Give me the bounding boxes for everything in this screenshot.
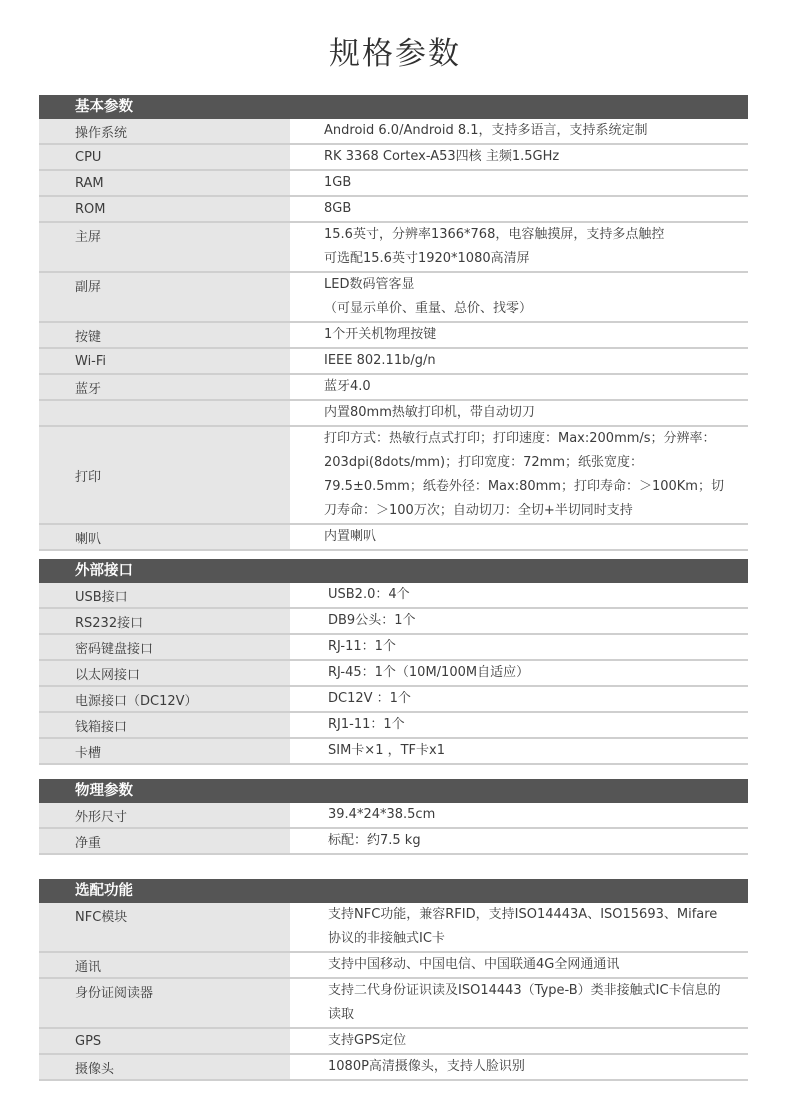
spec-label: 喇叭 bbox=[39, 525, 290, 549]
spec-value: DC12V ：1个 bbox=[290, 687, 748, 711]
spec-label: 按键 bbox=[39, 323, 290, 347]
spec-label: 通讯 bbox=[39, 953, 290, 977]
spec-value: Android 6.0/Android 8.1，支持多语言，支持系统定制 bbox=[290, 119, 748, 143]
spec-label bbox=[39, 401, 290, 425]
spec-label: 密码键盘接口 bbox=[39, 635, 290, 659]
section-basic-params bbox=[39, 95, 748, 551]
spec-value: 标配：约7.5 kg bbox=[290, 829, 748, 853]
spec-row-cash-drawer bbox=[39, 713, 748, 739]
spec-label: 卡槽 bbox=[39, 739, 290, 763]
spec-label: 操作系统 bbox=[39, 119, 290, 143]
spec-value: RJ-11：1个 bbox=[290, 635, 748, 659]
spec-row-id-reader bbox=[39, 979, 748, 1029]
spec-row-usb bbox=[39, 583, 748, 609]
spec-label: 蓝牙 bbox=[39, 375, 290, 399]
spec-label: RS232接口 bbox=[39, 609, 290, 633]
spec-value: 1个开关机物理按键 bbox=[290, 323, 748, 347]
spec-label: 钱箱接口 bbox=[39, 713, 290, 737]
spec-value: 39.4*24*38.5cm bbox=[290, 803, 748, 827]
spec-label: 净重 bbox=[39, 829, 290, 853]
spec-value: 支持GPS定位 bbox=[290, 1029, 748, 1053]
spec-label: USB接口 bbox=[39, 583, 290, 607]
spec-row-os bbox=[39, 119, 748, 145]
spec-value: RJ1-11：1个 bbox=[290, 713, 748, 737]
spec-row-ethernet bbox=[39, 661, 748, 687]
spec-label: 电源接口（DC12V） bbox=[39, 687, 290, 711]
spec-value: 支持中国移动、中国电信、中国联通4G全网通通讯 bbox=[290, 953, 748, 977]
spec-value: IEEE 802.11b/g/n bbox=[290, 349, 748, 373]
spec-value: RJ-45：1个（10M/100M自适应） bbox=[290, 661, 748, 685]
section-header: 基本参数 bbox=[39, 95, 748, 119]
spec-row-rom bbox=[39, 197, 748, 223]
section-external-ports bbox=[39, 559, 748, 765]
spec-row-power bbox=[39, 687, 748, 713]
spec-row-sub-screen bbox=[39, 273, 748, 323]
spec-label: GPS bbox=[39, 1029, 290, 1053]
spec-row-nfc bbox=[39, 903, 748, 953]
spec-row-weight bbox=[39, 829, 748, 855]
section-header: 物理参数 bbox=[39, 779, 748, 803]
spec-label: ROM bbox=[39, 197, 290, 221]
spec-label: 副屏 bbox=[39, 273, 290, 321]
spec-row-main-screen bbox=[39, 223, 748, 273]
spec-row-communication bbox=[39, 953, 748, 979]
section-optional-features bbox=[39, 879, 748, 1081]
spec-value: 15.6英寸，分辨率1366*768，电容触摸屏，支持多点触控 可选配15.6英寸1920*1080高清屏 bbox=[290, 223, 748, 271]
spec-label: 打印 bbox=[39, 427, 290, 523]
spec-row-camera bbox=[39, 1055, 748, 1081]
spec-label: 外形尺寸 bbox=[39, 803, 290, 827]
spec-row-bluetooth bbox=[39, 375, 748, 401]
spec-value: USB2.0：4个 bbox=[290, 583, 748, 607]
spec-label: CPU bbox=[39, 145, 290, 169]
spec-row-gps bbox=[39, 1029, 748, 1055]
spec-row-pinpad bbox=[39, 635, 748, 661]
section-physical-params bbox=[39, 779, 748, 855]
spec-value: 支持二代身份证识读及ISO14443（Type-B）类非接触式IC卡信息的 读取 bbox=[290, 979, 748, 1027]
spec-row-speaker bbox=[39, 525, 748, 551]
spec-row-card-slot bbox=[39, 739, 748, 765]
spec-value: 蓝牙4.0 bbox=[290, 375, 748, 399]
spec-value: 8GB bbox=[290, 197, 748, 221]
spec-label: NFC模块 bbox=[39, 903, 290, 951]
page-title: 规格参数 bbox=[329, 36, 461, 72]
spec-value: 内置喇叭 bbox=[290, 525, 748, 549]
section-header: 选配功能 bbox=[39, 879, 748, 903]
spec-row-wifi bbox=[39, 349, 748, 375]
spec-value: LED数码管客显 （可显示单价、重量、总价、找零） bbox=[290, 273, 748, 321]
spec-value: 内置80mm热敏打印机，带自动切刀 bbox=[290, 401, 748, 425]
spec-row-ram bbox=[39, 171, 748, 197]
spec-row-print bbox=[39, 427, 748, 525]
spec-row-rs232 bbox=[39, 609, 748, 635]
spec-label: Wi-Fi bbox=[39, 349, 290, 373]
spec-label: 摄像头 bbox=[39, 1055, 290, 1079]
spec-value: 打印方式：热敏行点式打印；打印速度：Max:200mm/s；分辨率： 203dpi(8dots/mm)；打印宽度：72mm；纸张宽度： 79.5±0.5mm；纸卷外径：Max:80mm；打印寿命：＞100Km；切 刀寿命：＞100万次；自动切刀：全切+半切同时支持 bbox=[290, 427, 748, 523]
spec-value: RK 3368 Cortex-A53四核 主频1.5GHz bbox=[290, 145, 748, 169]
spec-label: 身份证阅读器 bbox=[39, 979, 290, 1027]
spec-label: 主屏 bbox=[39, 223, 290, 271]
spec-row-dimensions bbox=[39, 803, 748, 829]
spec-row-keys bbox=[39, 323, 748, 349]
spec-row-cpu bbox=[39, 145, 748, 171]
spec-value: DB9公头：1个 bbox=[290, 609, 748, 633]
spec-row-printer-builtin bbox=[39, 401, 748, 427]
spec-label: 以太网接口 bbox=[39, 661, 290, 685]
spec-label: RAM bbox=[39, 171, 290, 195]
spec-value: 1080P高清摄像头，支持人脸识别 bbox=[290, 1055, 748, 1079]
section-header: 外部接口 bbox=[39, 559, 748, 583]
spec-value: 支持NFC功能，兼容RFID，支持ISO14443A、ISO15693、Mifare 协议的非接触式IC卡 bbox=[290, 903, 748, 951]
spec-value: 1GB bbox=[290, 171, 748, 195]
spec-value: SIM卡×1 ，TF卡x1 bbox=[290, 739, 748, 763]
